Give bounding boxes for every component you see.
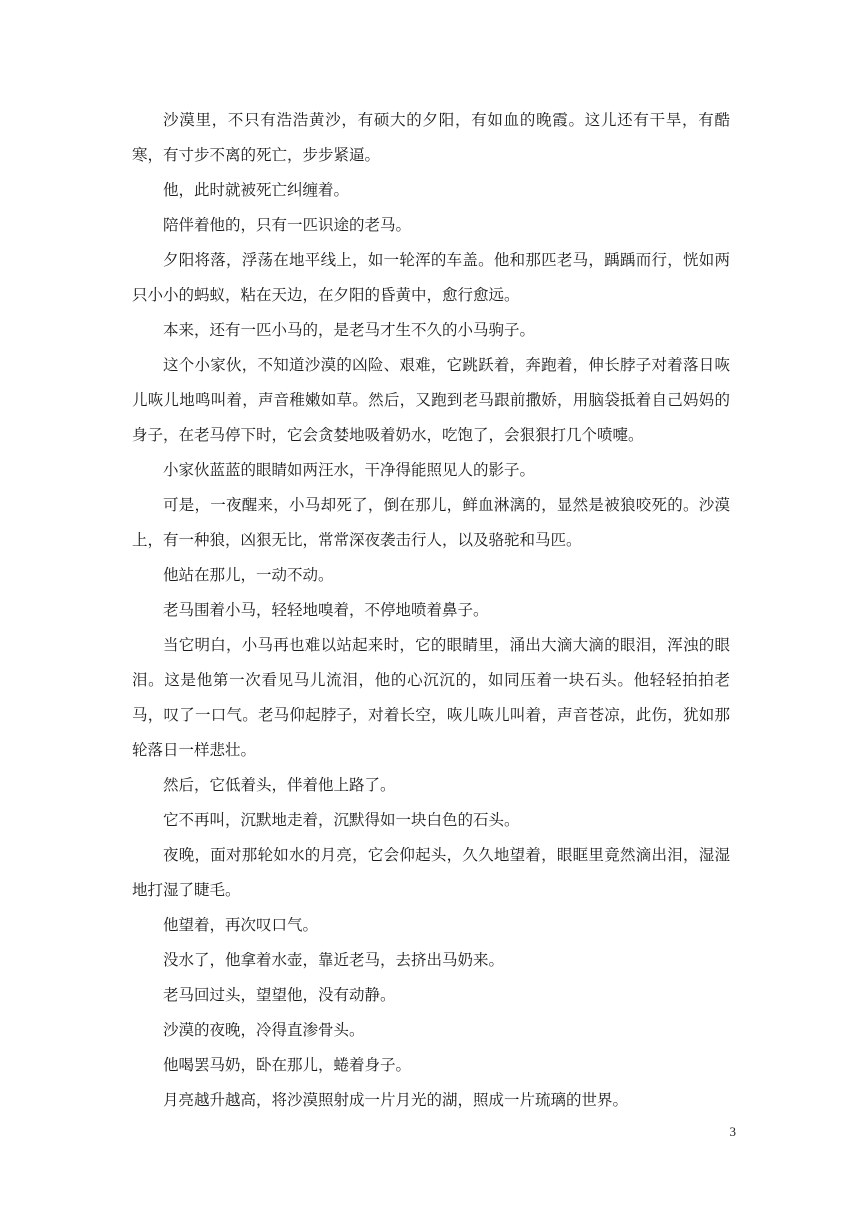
paragraph: 没水了，他拿着水壶，靠近老马，去挤出马奶来。 xyxy=(163,951,505,969)
paragraph: 月亮越升越高，将沙漠照射成一片月光的湖，照成一片琉璃的世界。 xyxy=(163,1091,629,1109)
paragraph: 他望着，再次叹口气。 xyxy=(163,916,319,934)
page-number: 3 xyxy=(729,1124,736,1139)
paragraph: 他站在那儿，一动不动。 xyxy=(163,566,334,584)
paragraph: 小家伙蓝蓝的眼睛如两汪水，干净得能照见人的影子。 xyxy=(163,461,536,479)
paragraph: 这个小家伙，不知道沙漠的凶险、艰难，它跳跃着，奔跑着，伸长脖子对着落日咴儿咴儿地鸣叫着，声音稚嫩如草。然后，又跑到老马跟前撒娇，用脑袋抵着自己妈妈的身子，在老马停下时，它会贪婪地吸着奶水，吃饱了，会狠狠打几个喷嚏。 xyxy=(132,356,730,444)
paragraph: 夕阳将落，浮荡在地平线上，如一轮浑的车盖。他和那匹老马，踽踽而行，恍如两只小小的蚂蚁，粘在天边，在夕阳的昏黄中，愈行愈远。 xyxy=(132,251,730,304)
paragraph: 可是，一夜醒来，小马却死了，倒在那儿，鲜血淋漓的，显然是被狼咬死的。沙漠上，有一种狼，凶狠无比，常常深夜袭击行人，以及骆驼和马匹。 xyxy=(132,496,730,549)
paragraph: 当它明白，小马再也难以站起来时，它的眼睛里，涌出大滴大滴的眼泪，浑浊的眼泪。这是他第一次看见马儿流泪，他的心沉沉的，如同压着一块石头。他轻轻拍拍老马，叹了一口气。老马仰起脖子，对着长空，咴儿咴儿叫着，声音苍凉，此伤，犹如那轮落日一样悲壮。 xyxy=(132,636,730,759)
paragraph: 他喝罢马奶，卧在那儿，蜷着身子。 xyxy=(163,1056,412,1074)
paragraph: 老马围着小马，轻轻地嗅着，不停地喷着鼻子。 xyxy=(163,601,489,619)
paragraph: 陪伴着他的，只有一匹识途的老马。 xyxy=(163,216,412,234)
paragraph: 沙漠的夜晚，冷得直渗骨头。 xyxy=(163,1021,365,1039)
paragraph: 沙漠里，不只有浩浩黄沙，有硕大的夕阳，有如血的晚霞。这儿还有干旱，有酷寒，有寸步不离的死亡，步步紧逼。 xyxy=(132,111,730,164)
paragraph: 然后，它低着头，伴着他上路了。 xyxy=(163,776,396,794)
paragraph: 本来，还有一匹小马的，是老马才生不久的小马驹子。 xyxy=(163,321,536,339)
document-body xyxy=(132,103,730,1118)
paragraph: 它不再叫，沉默地走着，沉默得如一块白色的石头。 xyxy=(163,811,520,829)
paragraph: 老马回过头，望望他，没有动静。 xyxy=(163,986,396,1004)
paragraph: 夜晚，面对那轮如水的月亮，它会仰起头，久久地望着，眼眶里竟然滴出泪，湿湿地打湿了睫毛。 xyxy=(132,846,730,899)
paragraph: 他，此时就被死亡纠缠着。 xyxy=(163,181,350,199)
